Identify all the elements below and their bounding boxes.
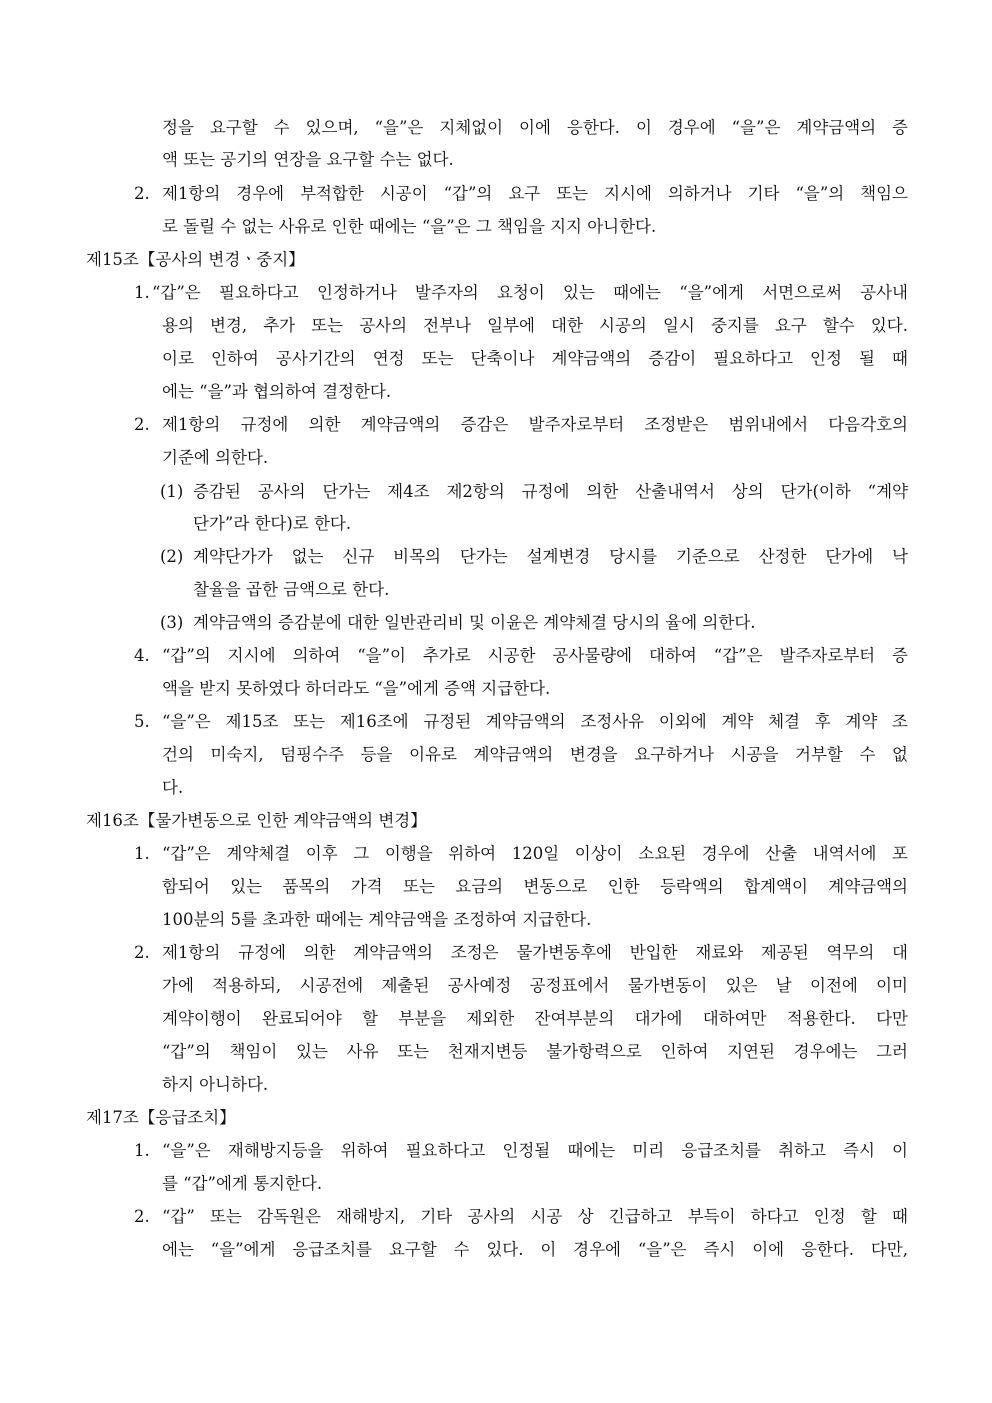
paragraph-line: 액을 받지 못하였다 하더라도 “을”에게 증액 지급한다.	[162, 679, 551, 698]
paragraph-line: “갑”은 계약체결 이후 그 이행을 위하여 120일 이상이 소요된 경우에 산출 내역서에 포	[162, 844, 908, 863]
sub-item-number: (2)	[160, 547, 184, 566]
paragraph-line: 단가”라 한다)로 한다.	[193, 514, 352, 533]
item-number: 1.	[134, 844, 150, 863]
paragraph-line: “갑”의 지시에 의하여 “을”이 추가로 시공한 공사물량에 대하여 “갑”은 발주자로부터 증	[162, 646, 908, 665]
article-17-heading: 제17조【응급조치】	[86, 1108, 236, 1127]
article-16-heading: 제16조【물가변동으로 인한 계약금액의 변경】	[86, 811, 427, 830]
paragraph-line: 계약단가가 없는 신규 비목의 단가는 설계변경 당시를 기준으로 산정한 단가에 낙	[193, 547, 908, 566]
item-number: 1.	[134, 283, 150, 302]
sub-item-number: (3)	[160, 613, 184, 632]
paragraph-line: “갑”은 필요하다고 인정하거나 발주자의 요청이 있는 때에는 “을”에게 서면으로써 공사내	[152, 283, 908, 302]
paragraph-line: 찰율을 곱한 금액으로 한다.	[193, 580, 390, 599]
paragraph-line: 가에 적용하되, 시공전에 제출된 공사예정 공정표에서 물가변동이 있은 날 이전에 이미	[162, 976, 908, 995]
item-number: 2.	[134, 1207, 150, 1226]
paragraph-line: 에는 “을”에게 응급조치를 요구할 수 있다. 이 경우에 “을”은 즉시 이에 응한다. 다만,	[162, 1240, 908, 1259]
item-number: 4.	[134, 646, 150, 665]
paragraph-line: 100분의 5를 초과한 때에는 계약금액을 조정하여 지급한다.	[162, 910, 592, 929]
paragraph-line: 를 “갑”에게 통지한다.	[162, 1174, 323, 1193]
paragraph-line: 에는 “을”과 협의하여 결정한다.	[162, 382, 392, 401]
paragraph-line: 액 또는 공기의 연장을 요구할 수는 없다.	[162, 150, 454, 169]
item-number: 2.	[134, 415, 150, 434]
paragraph-line: 증감된 공사의 단가는 제4조 제2항의 규정에 의한 산출내역서 상의 단가(이하 “계약	[193, 482, 908, 501]
article-15-heading: 제15조【공사의 변경ㆍ중지】	[86, 250, 305, 269]
paragraph-line: 계약이행이 완료되어야 할 부분을 제외한 잔여부분의 대가에 대하여만 적용한다. 다만	[162, 1009, 908, 1028]
paragraph-line: “을”은 재해방지등을 위하여 필요하다고 인정될 때에는 미리 응급조치를 취하고 즉시 이	[162, 1141, 908, 1160]
paragraph-line: 하지 아니하다.	[162, 1075, 269, 1094]
item-number: 1.	[134, 1141, 150, 1160]
paragraph-line: 제1항의 규정에 의한 계약금액의 증감은 발주자로부터 조정받은 범위내에서 다음각호의	[162, 415, 908, 434]
paragraph-line: “갑”의 책임이 있는 사유 또는 천재지변등 불가항력으로 인하여 지연된 경우에는 그러	[162, 1042, 908, 1061]
paragraph-line: 다.	[162, 778, 184, 797]
paragraph-line: 정을 요구할 수 있으며, “을”은 지체없이 이에 응한다. 이 경우에 “을”은 계약금액의 증	[162, 118, 908, 137]
paragraph-line: “갑” 또는 감독원은 재해방지, 기타 공사의 시공 상 긴급하고 부득이 하다고 인정 할 때	[162, 1207, 908, 1226]
paragraph-line: 기준에 의한다.	[162, 448, 269, 467]
paragraph-line: 용의 변경, 추가 또는 공사의 전부나 일부에 대한 시공의 일시 중지를 요구 할수 있다.	[162, 316, 908, 335]
paragraph-line: 로 돌릴 수 없는 사유로 인한 때에는 “을”은 그 책임을 지지 아니한다.	[162, 217, 657, 236]
paragraph-line: 함되어 있는 품목의 가격 또는 요금의 변동으로 인한 등락액의 합계액이 계약금액의	[162, 877, 908, 896]
sub-item-number: (1)	[160, 482, 184, 501]
paragraph-line: 제1항의 규정에 의한 계약금액의 조정은 물가변동후에 반입한 재료와 제공된 역무의 대	[162, 943, 908, 962]
paragraph-line: 계약금액의 증감분에 대한 일반관리비 및 이윤은 계약체결 당시의 율에 의한다.	[193, 613, 756, 632]
item-number: 5.	[134, 712, 150, 731]
paragraph-line: “을”은 제15조 또는 제16조에 규정된 계약금액의 조정사유 이외에 계약 체결 후 계약 조	[162, 712, 908, 731]
paragraph-line: 제1항의 경우에 부적합한 시공이 “갑”의 요구 또는 지시에 의하거나 기타 “을”의 책임으	[162, 184, 908, 203]
item-number: 2.	[134, 943, 150, 962]
paragraph-line: 이로 인하여 공사기간의 연정 또는 단축이나 계약금액의 증감이 필요하다고 인정 될 때	[162, 349, 908, 368]
item-number: 2.	[134, 184, 150, 203]
paragraph-line: 건의 미숙지, 덤핑수주 등을 이유로 계약금액의 변경을 요구하거나 시공을 거부할 수 없	[162, 745, 908, 764]
